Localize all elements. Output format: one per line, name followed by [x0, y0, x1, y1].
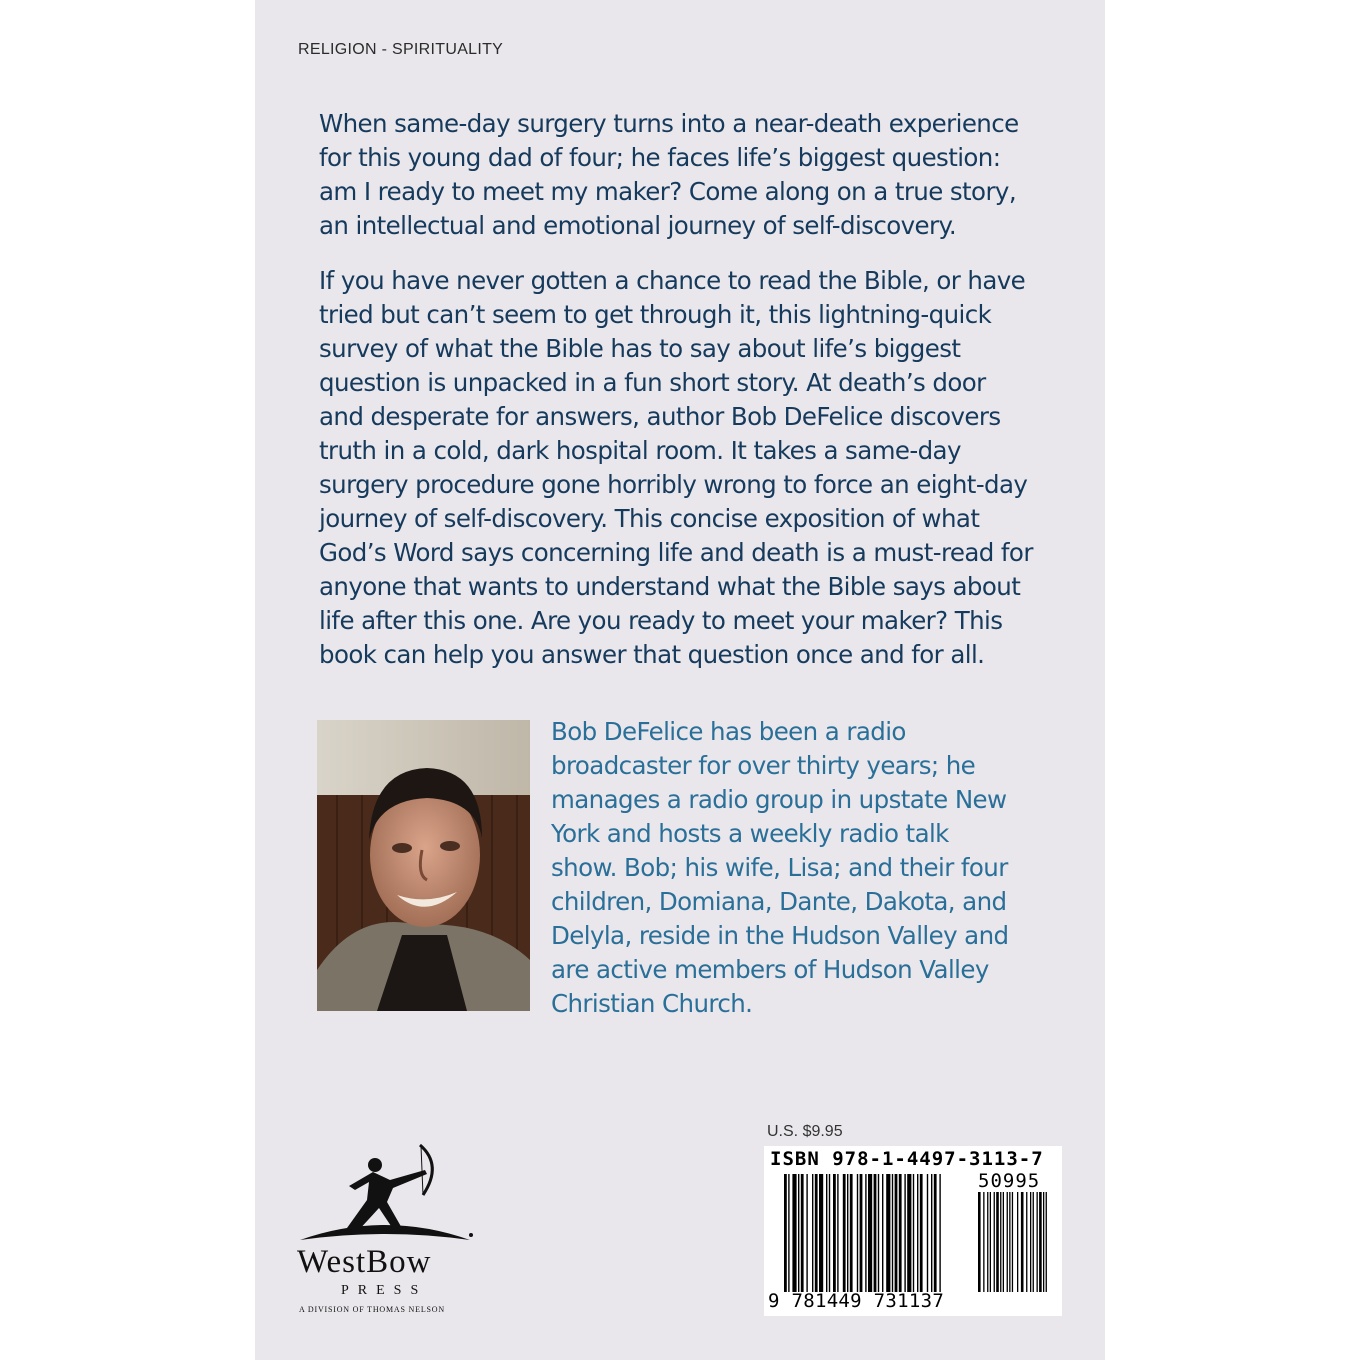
isbn-label: ISBN 978-1-4497-3113-7 [770, 1148, 1044, 1170]
text-line: manages a radio group in upstate New [551, 785, 1007, 814]
barcode-bar [874, 1174, 877, 1292]
barcode-bar [792, 1174, 796, 1292]
text-line: Christian Church. [551, 989, 753, 1018]
barcode-bar [788, 1174, 789, 1292]
barcode-bar [826, 1174, 827, 1292]
barcode-bar [931, 1174, 932, 1292]
text-line: When same-day surgery turns into a near-death experience [319, 109, 1019, 138]
barcode-bar [895, 1174, 898, 1292]
barcode-addon-bar [1030, 1192, 1031, 1292]
barcode-bar [843, 1174, 846, 1292]
barcode-bar [837, 1174, 838, 1292]
barcode-bar [857, 1174, 858, 1292]
barcode-addon-bar [990, 1192, 991, 1292]
text-line: book can help you answer that question once and for all. [319, 640, 985, 669]
text-line: broadcaster for over thirty years; he [551, 751, 976, 780]
text-line: children, Domiana, Dante, Dakota, and [551, 887, 1007, 916]
barcode-digits: 9 781449 731137 [768, 1290, 945, 1312]
text-line: Bob DeFelice has been a radio [551, 717, 906, 746]
barcode-bar [886, 1174, 890, 1292]
text-line: journey of self-discovery. This concise exposition of what [319, 504, 980, 533]
barcode-addon-bar [987, 1192, 988, 1292]
text-line: anyone that wants to understand what the Bible says about [319, 572, 1021, 601]
barcode-addon-bar [1046, 1192, 1047, 1292]
barcode-bar [939, 1174, 940, 1292]
barcode-bar [927, 1174, 928, 1292]
barcode-bar [907, 1174, 911, 1292]
barcode-addon-bar [978, 1192, 981, 1292]
barcode-bar [812, 1174, 813, 1292]
barcode-addon-bar [1009, 1192, 1010, 1292]
barcode-addon-bar [1007, 1192, 1008, 1292]
barcode-addon-bar [1037, 1192, 1038, 1292]
author-portrait-image [317, 720, 530, 1011]
blurb-paragraph-1 [319, 107, 1059, 243]
barcode-addon-bar [1003, 1192, 1004, 1292]
publisher-division: A DIVISION OF THOMAS NELSON [299, 1305, 445, 1314]
barcode-bar [801, 1174, 804, 1292]
barcode-addon-bar [1021, 1192, 1024, 1292]
text-line: tried but can’t seem to get through it, this lightning-quick [319, 300, 992, 329]
barcode-bar [833, 1174, 836, 1292]
barcode-bar [850, 1174, 853, 1292]
barcode-bar [920, 1174, 923, 1292]
barcode-addon-bar [1000, 1192, 1001, 1292]
text-line: and desperate for answers, author Bob DeFelice discovers [319, 402, 1001, 431]
barcode-bar [865, 1174, 866, 1292]
barcode-bar [882, 1174, 883, 1292]
text-line: question is unpacked in a fun short story. At death’s door [319, 368, 986, 397]
author-bio [551, 715, 1051, 1021]
barcode-bar [868, 1174, 872, 1292]
barcode-addon-bar [1012, 1192, 1013, 1292]
barcode-bar [847, 1174, 848, 1292]
barcode-bar [829, 1174, 830, 1292]
barcode-bar [899, 1174, 902, 1292]
barcode-bar [917, 1174, 918, 1292]
barcode-addon-digits: 50995 [978, 1170, 1041, 1192]
barcode-bar [806, 1174, 807, 1292]
author-photo [317, 720, 530, 1011]
barcode-addon-bar [1039, 1192, 1042, 1292]
barcode-addon-bar [994, 1192, 995, 1292]
barcode-bar [784, 1174, 787, 1292]
category-label: RELIGION - SPIRITUALITY [298, 41, 504, 58]
barcode-bar [860, 1174, 863, 1292]
text-line: show. Bob; his wife, Lisa; and their four [551, 853, 1008, 882]
publisher-press: PRESS [341, 1283, 428, 1298]
barcode-bar [913, 1174, 914, 1292]
text-line: God’s Word says concerning life and death is a must-read for [319, 538, 1033, 567]
barcode-bar [904, 1174, 905, 1292]
text-line: am I ready to meet my maker? Come along on a true story, [319, 177, 1017, 206]
price-label: U.S. $9.95 [767, 1123, 843, 1140]
text-line: Delyla, reside in the Hudson Valley and [551, 921, 1009, 950]
barcode-addon-bar [1017, 1192, 1018, 1292]
text-line: are active members of Hudson Valley [551, 955, 989, 984]
blurb-paragraph-2 [319, 264, 1059, 672]
barcode-addon-bar [1033, 1192, 1034, 1292]
text-line: truth in a cold, dark hospital room. It takes a same-day [319, 436, 961, 465]
text-line: York and hosts a weekly radio talk [551, 819, 949, 848]
barcode-addon-bar [996, 1192, 999, 1292]
text-line: life after this one. Are you ready to meet your maker? This [319, 606, 1003, 635]
text-line: survey of what the Bible has to say about life’s biggest [319, 334, 961, 363]
barcode-bar [878, 1174, 879, 1292]
barcode-addon-bar [1043, 1192, 1044, 1292]
barcode-bar [798, 1174, 799, 1292]
barcode-bar [934, 1174, 937, 1292]
barcode-bar [819, 1174, 823, 1292]
text-line: surgery procedure gone horribly wrong to force an eight-day [319, 470, 1028, 499]
barcode-addon-bar [983, 1192, 984, 1292]
barcode-bar [815, 1174, 818, 1292]
barcode-addon-bar [1026, 1192, 1027, 1292]
text-line: for this young dad of four; he faces life’s biggest question: [319, 143, 1001, 172]
text-line: If you have never gotten a chance to read the Bible, or have [319, 266, 1026, 295]
isbn-barcode [764, 1146, 1062, 1316]
publisher-name: WestBow [297, 1244, 432, 1280]
back-cover [255, 0, 1105, 1360]
barcode-bar [892, 1174, 893, 1292]
text-line: an intellectual and emotional journey of self-discovery. [319, 211, 957, 240]
